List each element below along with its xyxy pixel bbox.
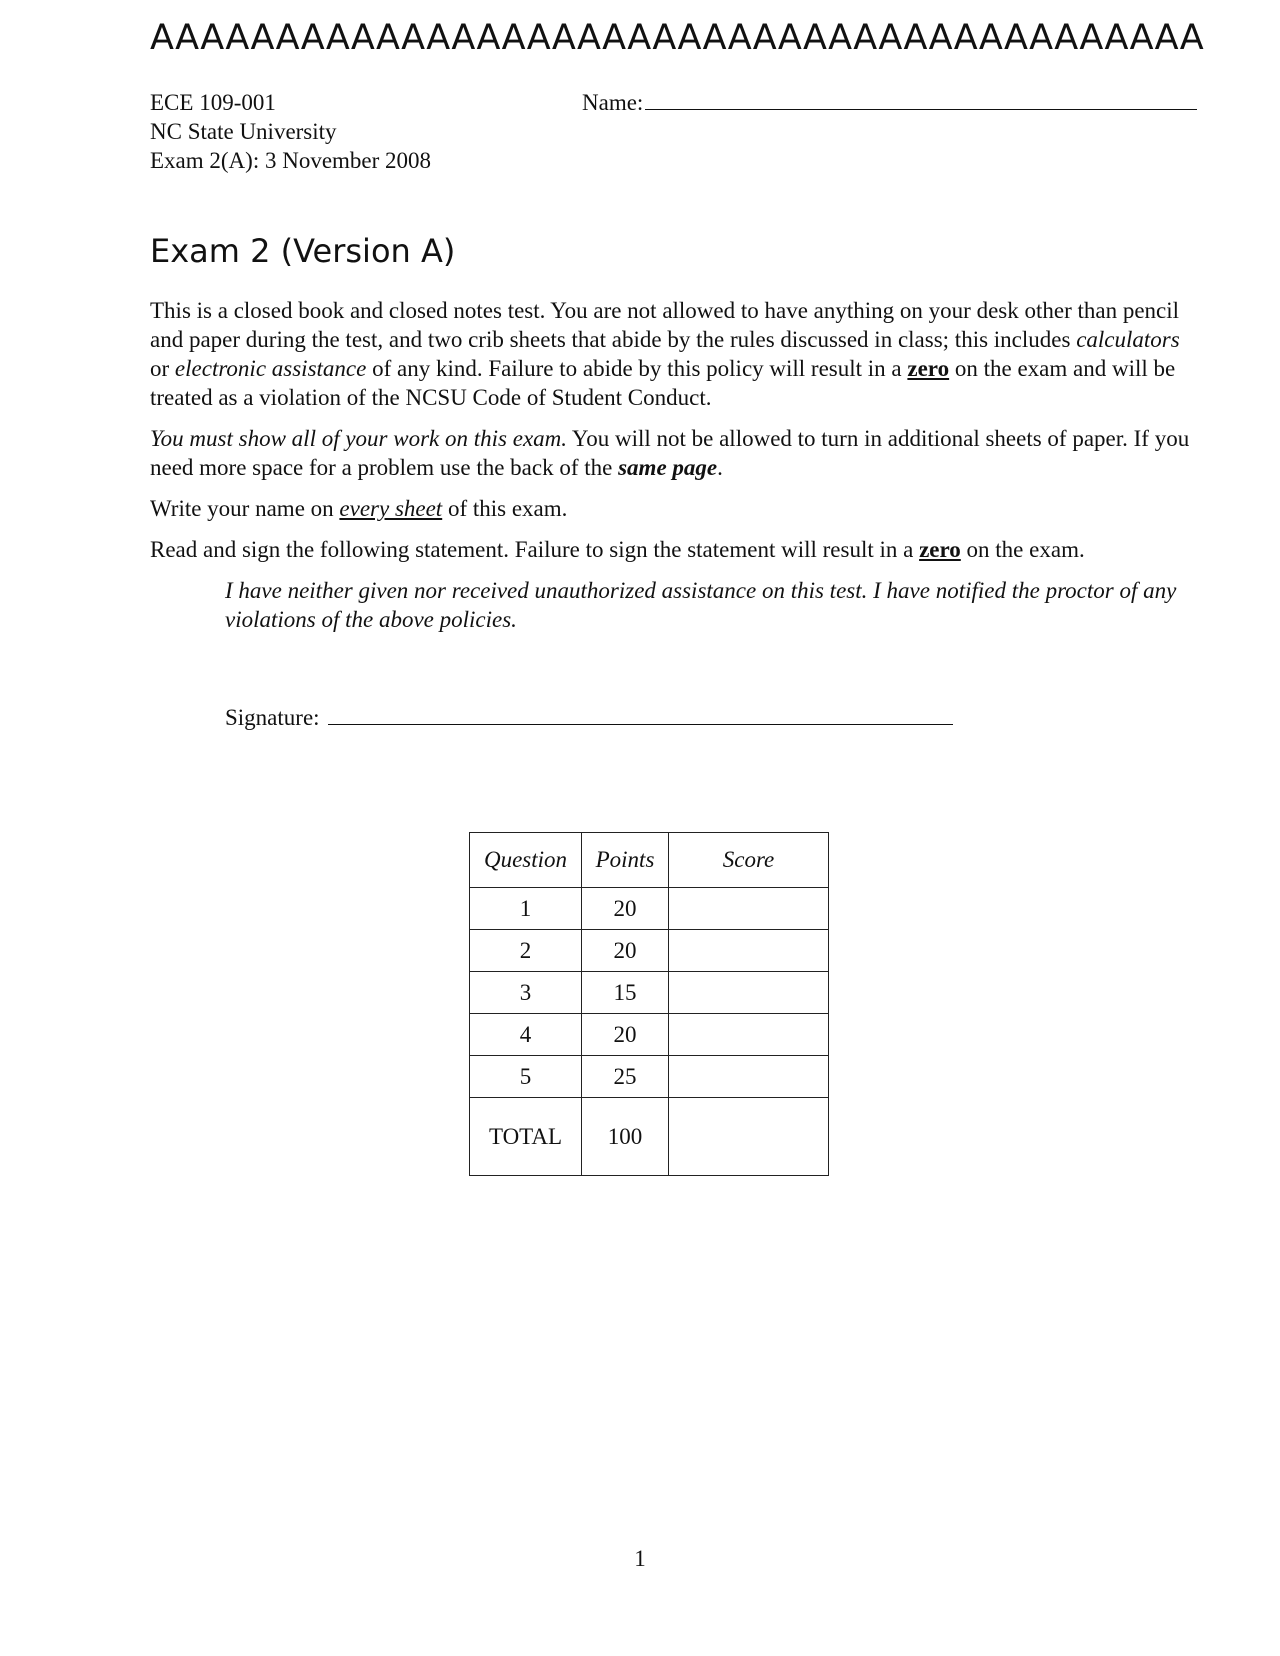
score-cell[interactable] [669,930,829,972]
rules-electronic-assistance: electronic assistance [174,356,367,381]
header-question: Question [470,833,582,888]
score-table [469,832,829,1176]
table-row [470,888,829,930]
rules-text-b: of any kind. Failure to abide by this policy will result in a [366,356,908,381]
rules-text-a: This is a closed book and closed notes test. You are not allowed to have anything on your desk other than pencil and paper during the test, and two crib sheets that abide by the rules discussed in class; this includes [150,298,1180,352]
score-cell[interactable] [669,1014,829,1056]
score-cell[interactable] [669,888,829,930]
rules-paragraph [150,296,1190,412]
university-name: NC State University [150,119,337,144]
table-row [470,972,829,1014]
sign-text-b: on the exam. [960,537,1085,562]
points-cell: 25 [582,1056,669,1098]
sign-text-a: Read and sign the following statement. Failure to sign the statement will result in a [150,537,920,562]
name-text-a: Write your name on [150,496,340,521]
page-title: Exam 2 (Version A) [150,232,456,270]
version-banner: AAAAAAAAAAAAAAAAAAAAAAAAAAAAAAAAAAAAAAAAAA [150,18,1204,58]
work-paragraph [150,424,1190,482]
rules-zero: zero [907,356,950,381]
total-row [470,1098,829,1176]
exam-date: Exam 2(A): 3 November 2008 [150,148,432,173]
question-cell: 3 [470,972,582,1014]
signature-blank-line[interactable] [328,704,953,725]
name-text-b: of this exam. [442,496,568,521]
total-label: TOTAL [470,1098,582,1176]
rules-text-or: or [150,356,175,381]
points-cell: 20 [582,888,669,930]
rules-text-c: on the exam and will be treated as a violation of the NCSU Code of Student Conduct. [150,356,1176,410]
work-text-a: You will not be allowed to turn in additional sheets of paper. If you need more space for a problem use the back of the [150,426,1190,480]
course-code: ECE 109-001 [150,90,276,115]
question-cell: 5 [470,1056,582,1098]
question-cell: 2 [470,930,582,972]
page-number: 1 [634,1546,646,1571]
points-cell: 20 [582,1014,669,1056]
work-same-page: same page [618,455,718,480]
name-field[interactable] [582,88,1197,117]
table-row [470,1014,829,1056]
name-every-sheet: every sheet [339,496,443,521]
table-row [470,930,829,972]
name-paragraph [150,494,1190,523]
points-cell: 15 [582,972,669,1014]
sign-zero: zero [919,537,961,562]
total-score-cell[interactable] [669,1098,829,1176]
question-cell: 1 [470,888,582,930]
work-italic: You must show all of your work on this exam. [150,426,568,451]
course-header [150,88,431,175]
total-points: 100 [582,1098,669,1176]
score-cell[interactable] [669,972,829,1014]
signature-field[interactable] [225,704,953,731]
name-label: Name: [582,90,644,115]
table-row [470,1056,829,1098]
name-blank-line[interactable] [645,89,1197,110]
header-points: Points [582,833,669,888]
sign-paragraph [150,535,1190,564]
question-cell: 4 [470,1014,582,1056]
score-table-header [470,833,829,888]
score-cell[interactable] [669,1056,829,1098]
work-text-b: . [717,455,723,480]
points-cell: 20 [582,930,669,972]
honor-pledge: I have neither given nor received unauthorized assistance on this test. I have notified the proctor of any violations of the above policies. [225,578,1177,632]
header-score: Score [669,833,829,888]
rules-calculators: calculators [1076,327,1180,352]
signature-label: Signature: [225,705,320,730]
